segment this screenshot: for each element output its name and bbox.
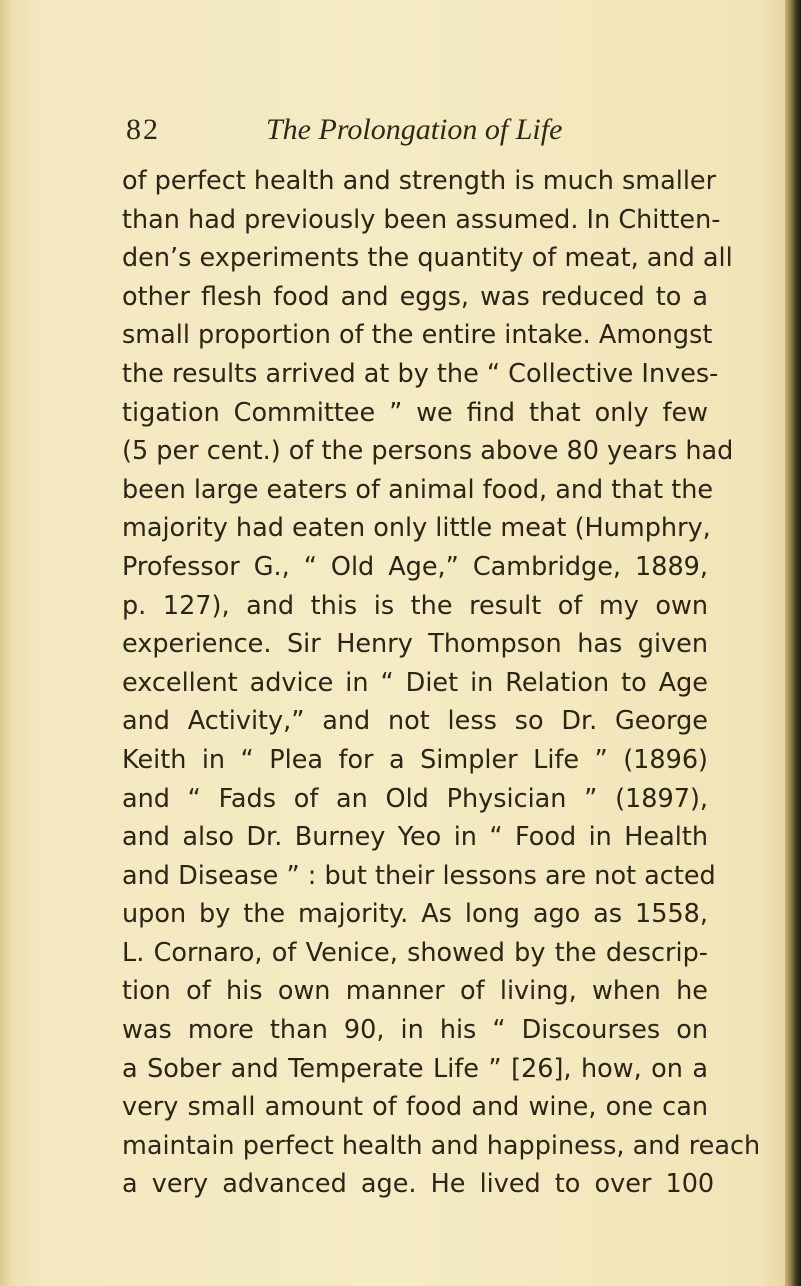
text-line: was more than 90, in his “ Discourses on [122, 1015, 708, 1046]
text-line: maintain perfect health and happiness, and reach [122, 1130, 761, 1161]
text-line: and Disease ” : but their lessons are not acted [122, 860, 716, 891]
text-line: than had previously been assumed. In Chitten- [122, 204, 721, 235]
running-title: The Prolongation of Life [266, 113, 563, 146]
text-line: tion of his own manner of living, when he [122, 976, 708, 1007]
text-line: experience. Sir Henry Thompson has given [122, 629, 708, 660]
text-line: den’s experiments the quantity of meat, and all [122, 243, 733, 274]
text-line: Professor G., “ Old Age,” Cambridge, 1889, [122, 551, 708, 582]
text-line: excellent advice in “ Diet in Relation to Age [122, 667, 708, 698]
page-gutter-shadow [0, 0, 14, 1286]
text-line: a Sober and Temperate Life ” [26], how, on a [122, 1053, 708, 1084]
text-line: small proportion of the entire intake. Amongst [122, 320, 713, 351]
text-line: upon by the majority. As long ago as 1558, [122, 899, 708, 930]
page-header [126, 113, 726, 153]
body-text [122, 162, 761, 1204]
text-line: and “ Fads of an Old Physician ” (1897), [122, 783, 708, 814]
text-line: other flesh food and eggs, was reduced to a [122, 281, 708, 312]
text-line: been large eaters of animal food, and that the [122, 474, 714, 505]
text-line: L. Cornaro, of Venice, showed by the descrip- [122, 937, 708, 968]
text-line: and Activity,” and not less so Dr. George [122, 706, 708, 737]
text-line: (5 per cent.) of the persons above 80 years had [122, 436, 734, 467]
text-line: a very advanced age. He lived to over 100 [122, 1169, 715, 1200]
page-number: 82 [126, 113, 160, 146]
text-line: the results arrived at by the “ Collective Inves- [122, 358, 719, 389]
text-line: majority had eaten only little meat (Humphry, [122, 513, 711, 544]
text-line: p. 127), and this is the result of my own [122, 590, 708, 621]
text-line: Keith in “ Plea for a Simpler Life ” (1896) [122, 744, 708, 775]
text-line: tigation Committee ” we find that only few [122, 397, 708, 428]
text-line: of perfect health and strength is much smaller [122, 166, 717, 196]
page-edge [785, 0, 801, 1286]
text-line: and also Dr. Burney Yeo in “ Food in Health [122, 822, 708, 853]
text-line: very small amount of food and wine, one can [122, 1092, 708, 1123]
